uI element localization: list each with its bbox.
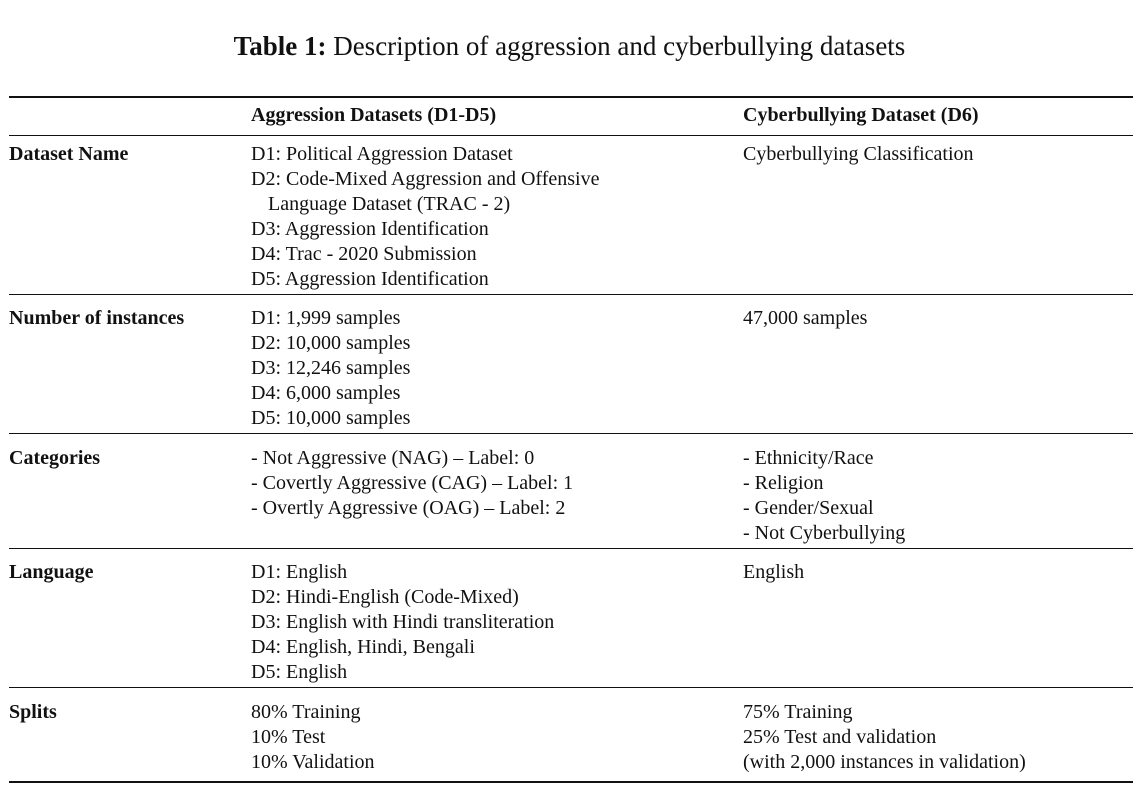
list-item: 75% Training bbox=[743, 701, 853, 723]
table-top-rule bbox=[9, 96, 1133, 98]
list-item: 47,000 samples bbox=[743, 307, 868, 329]
row-label-language: Language bbox=[9, 561, 94, 583]
splits-aggression bbox=[251, 700, 375, 775]
list-item: Cyberbullying Classification bbox=[743, 143, 974, 165]
list-item: D5: 10,000 samples bbox=[251, 407, 411, 429]
list-item: D5: Aggression Identification bbox=[251, 268, 489, 290]
list-item: D3: Aggression Identification bbox=[251, 218, 489, 240]
header-rule bbox=[9, 135, 1133, 136]
list-item: - Religion bbox=[743, 472, 824, 494]
row-label-dataset-name: Dataset Name bbox=[9, 143, 129, 165]
list-item: - Not Aggressive (NAG) – Label: 0 bbox=[251, 447, 535, 469]
splits-cyberbullying bbox=[743, 700, 1026, 775]
list-item: D1: 1,999 samples bbox=[251, 307, 401, 329]
list-item: - Gender/Sexual bbox=[743, 497, 874, 519]
list-item: D2: Code-Mixed Aggression and Offensive bbox=[251, 168, 600, 190]
dataset-name-cyberbullying bbox=[743, 142, 974, 167]
list-item: D3: 12,246 samples bbox=[251, 357, 411, 379]
list-item: - Covertly Aggressive (CAG) – Label: 1 bbox=[251, 472, 574, 494]
list-item: D4: English, Hindi, Bengali bbox=[251, 636, 475, 658]
row-label-splits: Splits bbox=[9, 701, 57, 723]
row-label-number-of-instances: Number of instances bbox=[9, 307, 185, 329]
list-item: - Not Cyberbullying bbox=[743, 522, 906, 544]
list-item: D2: Hindi-English (Code-Mixed) bbox=[251, 586, 519, 608]
table-caption-text: Description of aggression and cyberbullying datasets bbox=[333, 31, 906, 61]
list-item: D2: 10,000 samples bbox=[251, 332, 411, 354]
language-cyberbullying bbox=[743, 560, 804, 585]
row-rule bbox=[9, 687, 1133, 688]
table-caption bbox=[0, 28, 1139, 64]
row-rule bbox=[9, 433, 1133, 434]
list-item: - Ethnicity/Race bbox=[743, 447, 874, 469]
list-item: D3: English with Hindi transliteration bbox=[251, 611, 555, 633]
list-item: 80% Training bbox=[251, 701, 361, 723]
list-item: D5: English bbox=[251, 661, 348, 683]
list-item: D1: English bbox=[251, 561, 348, 583]
list-item: D4: Trac - 2020 Submission bbox=[251, 243, 477, 265]
instances-cyberbullying bbox=[743, 306, 867, 331]
list-item: 10% Test bbox=[251, 726, 326, 748]
table-bottom-rule bbox=[9, 781, 1133, 783]
list-item: (with 2,000 instances in validation) bbox=[743, 751, 1026, 773]
list-item: D4: 6,000 samples bbox=[251, 382, 401, 404]
instances-aggression bbox=[251, 306, 410, 431]
list-item: 10% Validation bbox=[251, 751, 375, 773]
language-aggression bbox=[251, 560, 554, 685]
row-label-categories: Categories bbox=[9, 447, 101, 469]
dataset-name-aggression bbox=[251, 142, 599, 292]
table-caption-label: Table 1: bbox=[233, 31, 327, 61]
list-item: - Overtly Aggressive (OAG) – Label: 2 bbox=[251, 497, 566, 519]
header-cyberbullying: Cyberbullying Dataset (D6) bbox=[743, 104, 979, 126]
categories-aggression bbox=[251, 446, 573, 521]
list-item: 25% Test and validation bbox=[743, 726, 937, 748]
header-aggression: Aggression Datasets (D1-D5) bbox=[251, 104, 497, 126]
row-rule bbox=[9, 548, 1133, 549]
list-item: Language Dataset (TRAC - 2) bbox=[268, 193, 511, 215]
list-item: English bbox=[743, 561, 805, 583]
row-rule bbox=[9, 294, 1133, 295]
categories-cyberbullying bbox=[743, 446, 905, 546]
list-item: D1: Political Aggression Dataset bbox=[251, 143, 513, 165]
